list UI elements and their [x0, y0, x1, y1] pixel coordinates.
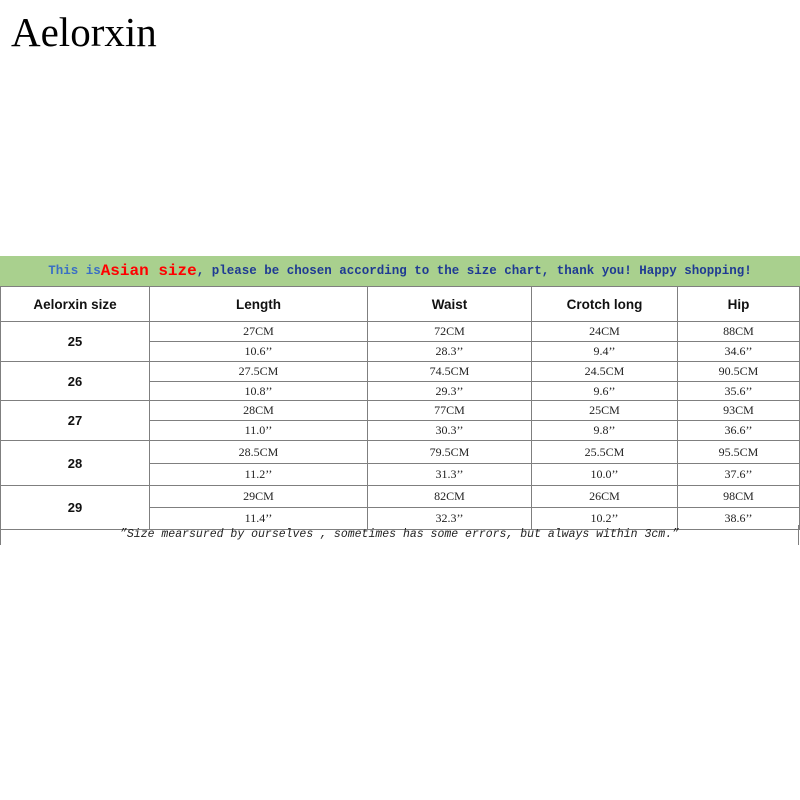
banner-highlight: Asian size	[100, 262, 197, 280]
cm-cell: 95.5CM	[678, 441, 800, 464]
inch-cell: 28.3’’	[368, 342, 532, 362]
inch-cell: 35.6’’	[678, 382, 800, 401]
inch-cell: 11.2’’	[150, 464, 368, 486]
table-row-cm	[1, 401, 800, 421]
cm-cell: 93CM	[678, 401, 800, 421]
header-length: Length	[150, 287, 368, 322]
measurement-note: ”Size mearsured by ourselves , sometimes has some errors, but always within 3cm.”	[0, 525, 799, 545]
cm-cell: 79.5CM	[368, 441, 532, 464]
inch-cell: 29.3’’	[368, 382, 532, 401]
banner-prefix: This is	[48, 264, 101, 278]
inch-cell: 36.6’’	[678, 421, 800, 441]
table-header-row	[1, 287, 800, 322]
inch-cell: 38.6’’	[678, 508, 800, 530]
cm-cell: 90.5CM	[678, 362, 800, 382]
inch-cell: 37.6’’	[678, 464, 800, 486]
inch-cell: 34.6’’	[678, 342, 800, 362]
cm-cell: 28.5CM	[150, 441, 368, 464]
size-cell: 26	[1, 362, 150, 401]
inch-cell: 11.0’’	[150, 421, 368, 441]
cm-cell: 26CM	[532, 486, 678, 508]
cm-cell: 24.5CM	[532, 362, 678, 382]
header-waist: Waist	[368, 287, 532, 322]
size-cell: 25	[1, 322, 150, 362]
brand-title: Aelorxin	[11, 9, 157, 55]
table-row-cm	[1, 322, 800, 342]
size-chart-table	[0, 286, 800, 530]
cm-cell: 29CM	[150, 486, 368, 508]
cm-cell: 28CM	[150, 401, 368, 421]
header-size: Aelorxin size	[1, 287, 150, 322]
cm-cell: 88CM	[678, 322, 800, 342]
header-crotch-long: Crotch long	[532, 287, 678, 322]
cm-cell: 74.5CM	[368, 362, 532, 382]
banner-suffix: , please be chosen according to the size chart, thank you! Happy shopping!	[196, 264, 752, 278]
cm-cell: 72CM	[368, 322, 532, 342]
inch-cell: 10.0’’	[532, 464, 678, 486]
inch-cell: 30.3’’	[368, 421, 532, 441]
size-cell: 28	[1, 441, 150, 486]
size-notice-banner	[0, 256, 800, 286]
table-row-cm	[1, 362, 800, 382]
size-cell: 29	[1, 486, 150, 530]
inch-cell: 10.8’’	[150, 382, 368, 401]
inch-cell: 31.3’’	[368, 464, 532, 486]
cm-cell: 27.5CM	[150, 362, 368, 382]
inch-cell: 10.2’’	[532, 508, 678, 530]
inch-cell: 9.8’’	[532, 421, 678, 441]
inch-cell: 10.6’’	[150, 342, 368, 362]
inch-cell: 9.4’’	[532, 342, 678, 362]
cm-cell: 98CM	[678, 486, 800, 508]
inch-cell: 9.6’’	[532, 382, 678, 401]
cm-cell: 82CM	[368, 486, 532, 508]
table-row-cm	[1, 486, 800, 508]
header-hip: Hip	[678, 287, 800, 322]
cm-cell: 25.5CM	[532, 441, 678, 464]
size-chart-table-wrap	[0, 286, 799, 530]
cm-cell: 24CM	[532, 322, 678, 342]
cm-cell: 77CM	[368, 401, 532, 421]
inch-cell: 32.3’’	[368, 508, 532, 530]
table-row-cm	[1, 441, 800, 464]
cm-cell: 25CM	[532, 401, 678, 421]
inch-cell: 11.4’’	[150, 508, 368, 530]
cm-cell: 27CM	[150, 322, 368, 342]
size-cell: 27	[1, 401, 150, 441]
